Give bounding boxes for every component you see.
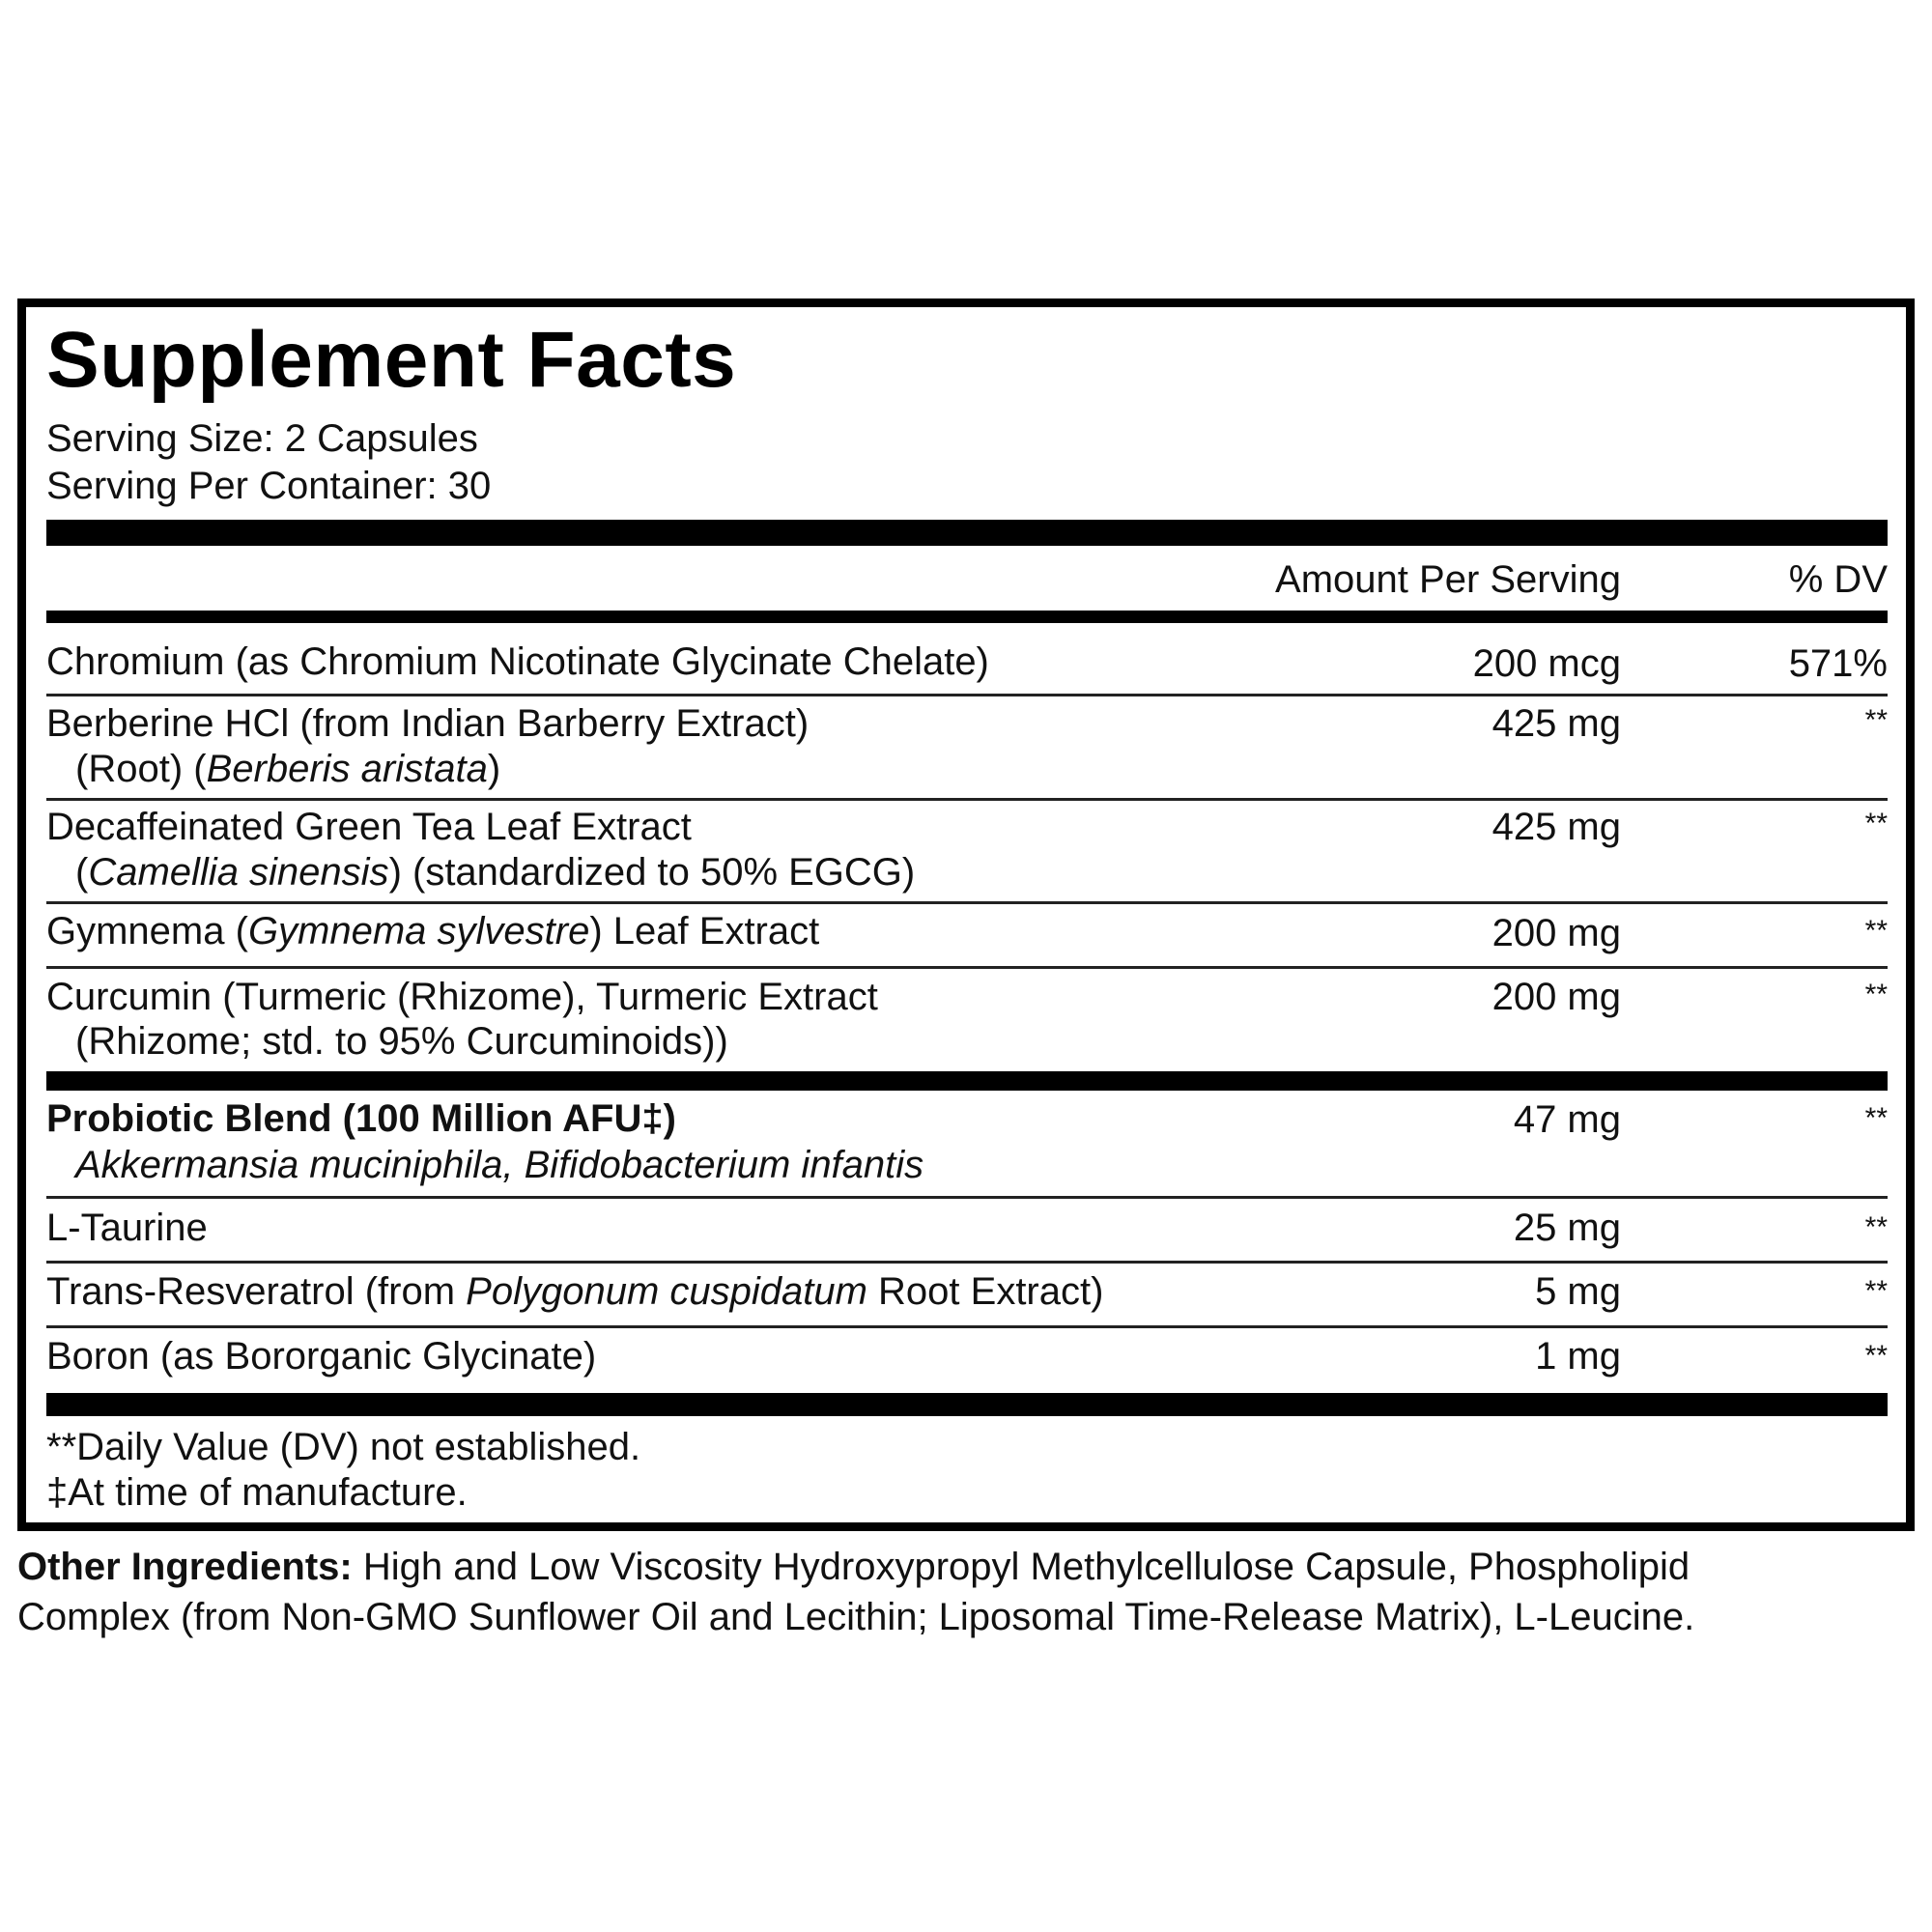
row-probiotic-strains: Akkermansia muciniphila, Bifidobacterium infantis (75, 1144, 924, 1186)
dv-header: % DV (1788, 558, 1888, 601)
row-curcumin-amount: 200 mg (1492, 976, 1621, 1018)
row-resveratrol-name: Trans-Resveratrol (from Polygonum cuspidatum Root Extract) (46, 1270, 1104, 1313)
row-probiotic-dv: ** (1864, 1102, 1888, 1134)
servings-per-container: Serving Per Container: 30 (46, 465, 492, 507)
row-resveratrol-amount: 5 mg (1535, 1270, 1621, 1313)
row-taurine-name: L-Taurine (46, 1207, 208, 1249)
row-green-tea-dv: ** (1864, 808, 1888, 839)
other-ingredients-line-1: Other Ingredients: High and Low Viscosity Hydroxypropyl Methylcellulose Capsule, Phospholipid (17, 1546, 1690, 1588)
amount-per-serving-header: Amount Per Serving (1275, 558, 1621, 601)
row-curcumin-dv: ** (1864, 979, 1888, 1010)
row-divider (46, 798, 1888, 801)
row-chromium-dv: 571% (1788, 642, 1888, 685)
row-resveratrol-dv: ** (1864, 1275, 1888, 1307)
row-gymnema-dv: ** (1864, 915, 1888, 947)
row-green-tea-name: Decaffeinated Green Tea Leaf Extract (46, 806, 692, 848)
row-probiotic-amount: 47 mg (1513, 1098, 1621, 1141)
row-chromium-amount: 200 mcg (1472, 642, 1621, 685)
other-ingredients (17, 1542, 1922, 1642)
other-ingredients-label: Other Ingredients: (17, 1546, 353, 1588)
row-chromium-name: Chromium (as Chromium Nicotinate Glycinate Chelate) (46, 640, 989, 683)
other-ingredients-line-2: Complex (from Non-GMO Sunflower Oil and Lecithin; Liposomal Time-Release Matrix), L-Leucine. (17, 1596, 1695, 1638)
row-divider (46, 1261, 1888, 1264)
top-thick-bar (46, 520, 1888, 546)
row-boron-name: Boron (as Bororganic Glycinate) (46, 1335, 597, 1378)
row-boron-dv: ** (1864, 1340, 1888, 1372)
row-boron-amount: 1 mg (1535, 1335, 1621, 1378)
row-curcumin-name: Curcumin (Turmeric (Rhizome), Turmeric Extract (46, 976, 878, 1018)
row-divider (46, 1325, 1888, 1328)
row-divider (46, 966, 1888, 969)
panel-title: Supplement Facts (46, 316, 737, 404)
row-berberine-source: (Root) (Berberis aristata) (75, 748, 501, 790)
row-probiotic-name: Probiotic Blend (100 Million AFU‡) (46, 1097, 676, 1140)
row-divider (46, 901, 1888, 904)
row-curcumin-source: (Rhizome; std. to 95% Curcuminoids)) (75, 1020, 728, 1063)
footnote-afu: ‡At time of manufacture. (46, 1471, 468, 1514)
bottom-thick-bar (46, 1393, 1888, 1416)
row-taurine-amount: 25 mg (1513, 1207, 1621, 1249)
row-green-tea-amount: 425 mg (1492, 806, 1621, 848)
header-bar (46, 611, 1888, 623)
row-berberine-dv: ** (1864, 704, 1888, 736)
row-gymnema-name: Gymnema (Gymnema sylvestre) Leaf Extract (46, 910, 820, 952)
row-taurine-dv: ** (1864, 1211, 1888, 1243)
row-berberine-name: Berberine HCl (from Indian Barberry Extract) (46, 702, 810, 745)
row-divider (46, 694, 1888, 696)
serving-size: Serving Size: 2 Capsules (46, 417, 478, 460)
row-green-tea-source: (Camellia sinensis) (standardized to 50% EGCG) (75, 851, 916, 894)
row-divider (46, 1196, 1888, 1199)
footnote-dv: **Daily Value (DV) not established. (46, 1426, 641, 1468)
section-bar (46, 1071, 1888, 1091)
row-gymnema-amount: 200 mg (1492, 912, 1621, 954)
row-berberine-amount: 425 mg (1492, 702, 1621, 745)
